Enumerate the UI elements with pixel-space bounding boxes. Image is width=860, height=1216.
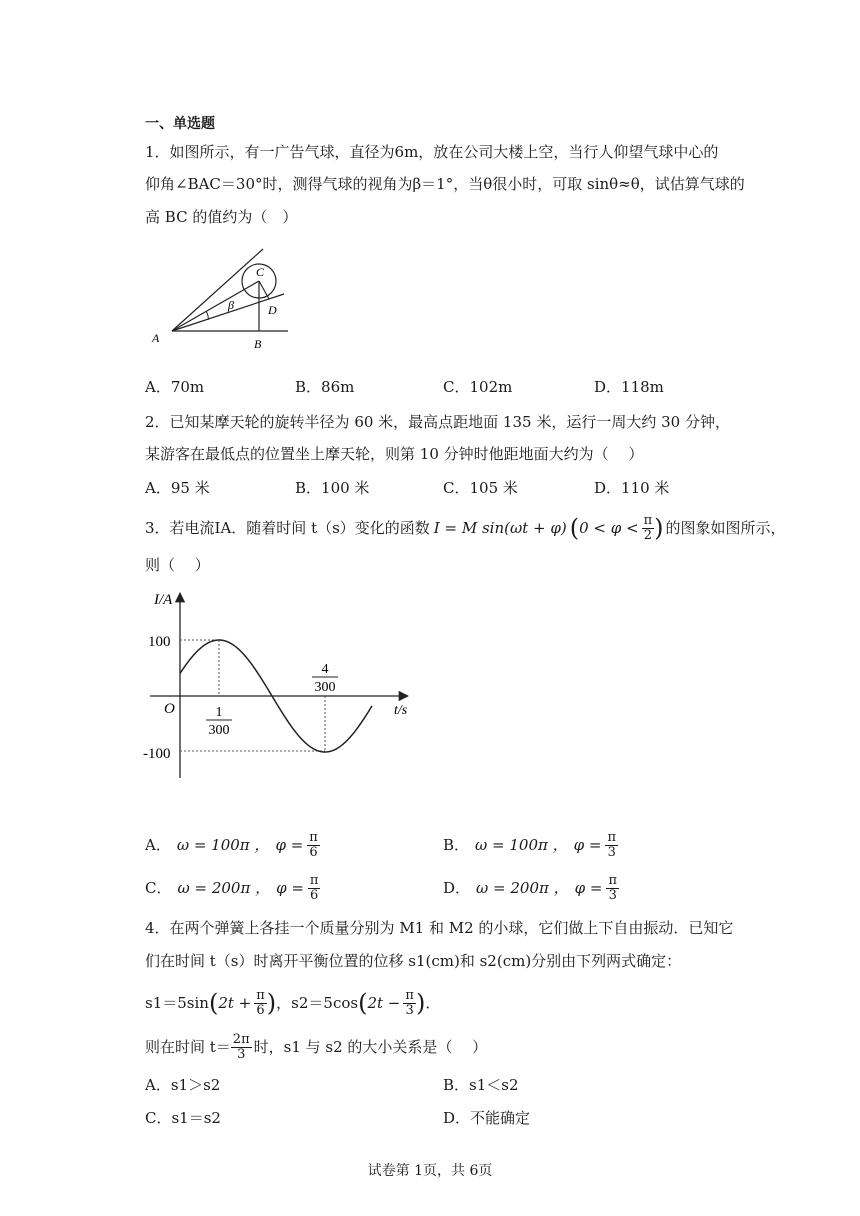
q4-t-den: 3 xyxy=(237,1046,246,1062)
q4-option-c: C．s1＝s2 xyxy=(145,1109,221,1127)
q4-line2: 们在时间 t（s）时离开平衡位置的位移 s1(cm)和 s2(cm)分别由下列两式确定： xyxy=(145,952,682,970)
q4-s1-num: π xyxy=(256,987,265,1003)
q3-option-d xyxy=(443,870,619,906)
y-axis-label: I/A xyxy=(154,592,173,608)
q4-s1-den: 6 xyxy=(256,1002,265,1018)
q3-paren-close: ) xyxy=(654,514,664,542)
q4-s2-paren-close: ) xyxy=(415,989,426,1017)
q4-s2-end: ． xyxy=(425,994,441,1012)
x2-num: 4 xyxy=(321,662,329,677)
q3-suffix: 的图象如图所示， xyxy=(665,519,786,537)
q1-option-b: B．86m xyxy=(295,378,355,396)
radius-line xyxy=(259,281,269,299)
q3-prefix: 3．若电流IA．随着时间 t（s）变化的函数 xyxy=(145,519,430,537)
q3-option-b-num: π xyxy=(607,829,617,845)
q1-option-a: A．70m xyxy=(145,378,205,396)
q3-option-c-phi: φ = xyxy=(276,879,304,897)
q3-option-a-num: π xyxy=(309,829,318,845)
x1-num: 1 xyxy=(215,705,223,720)
q4-s2-den: 3 xyxy=(405,1002,414,1018)
section-title: 一、单选题 xyxy=(145,116,215,132)
q4-s1-fraction xyxy=(254,989,267,1018)
q2-line1: 2．已知某摩天轮的旋转半径为 60 米，最高点距地面 135 米，运行一周大约 30 分钟， xyxy=(145,413,730,431)
origin-label: O xyxy=(164,701,175,717)
q3-line1 xyxy=(145,510,786,546)
q3-option-c-num: π xyxy=(309,872,319,888)
q3-option-d-fraction xyxy=(606,874,619,903)
q4-line4-prefix: 则在时间 t＝ xyxy=(145,1038,231,1056)
q3-option-d-omega: ω = 200π ， xyxy=(476,879,569,897)
y-min-label: -100 xyxy=(143,746,171,762)
q1-line3: 高 BC 的值约为（ ） xyxy=(145,208,298,226)
q4-s2-inner: 2t − xyxy=(367,994,401,1012)
q3-graph xyxy=(140,588,420,783)
q3-condition-fraction xyxy=(642,514,655,543)
q4-s1-inner: 2t + xyxy=(218,994,252,1012)
q4-s2-fraction xyxy=(403,989,416,1018)
q2-option-a: A．95 米 xyxy=(145,479,210,497)
x-axis-label: t/s xyxy=(394,703,408,718)
q3-condition: 0 < φ < xyxy=(579,519,639,537)
label-D: D xyxy=(268,303,277,317)
q3-option-c-fraction xyxy=(308,874,321,903)
q3-option-d-letter: D． xyxy=(443,879,471,897)
q3-option-d-phi: φ = xyxy=(574,879,603,897)
q4-s2-paren-open: ( xyxy=(358,989,368,1017)
q4-s2-left: ，s2＝5cos xyxy=(276,994,359,1012)
q3-condition-den: 2 xyxy=(643,527,652,543)
q4-t-num: 2π xyxy=(232,1031,250,1047)
q1-option-c: C．102m xyxy=(443,378,513,396)
q1-option-d: D．118m xyxy=(594,378,664,396)
label-beta: β xyxy=(228,298,234,312)
q4-s1-paren-close: ) xyxy=(266,989,277,1017)
q3-option-d-num: π xyxy=(608,872,618,888)
q3-option-c-den: 6 xyxy=(310,887,319,903)
q3-option-b-den: 3 xyxy=(607,844,616,860)
q3-paren-open: ( xyxy=(569,514,580,542)
label-C: C xyxy=(256,265,265,279)
q2-option-d: D．110 米 xyxy=(594,479,670,497)
q4-line4 xyxy=(145,1028,487,1066)
q2-line2: 某游客在最低点的位置坐上摩天轮，则第 10 分钟时他距地面大约为（ ） xyxy=(145,445,644,463)
q3-option-a-letter: A． xyxy=(145,836,171,854)
page-footer: 试卷第 1页，共 6页 xyxy=(367,1163,493,1179)
q3-formula: I = M sin(ωt + φ) xyxy=(433,519,567,537)
q3-option-a-fraction xyxy=(307,831,320,860)
q3-option-a-phi: φ = xyxy=(275,836,304,854)
q3-option-a-omega: ω = 100π ， xyxy=(176,836,270,854)
q4-line4-suffix: 时，s1 与 s2 的大小关系是（ ） xyxy=(253,1038,488,1056)
q4-formulas xyxy=(145,983,440,1023)
q1-figure xyxy=(148,245,298,355)
q4-s1-paren-open: ( xyxy=(208,989,219,1017)
q4-s2-num: π xyxy=(405,987,414,1003)
q3-option-c-letter: C． xyxy=(145,879,172,897)
q3-option-b-phi: φ = xyxy=(573,836,602,854)
q4-option-d: D．不能确定 xyxy=(443,1109,531,1127)
q3-line2: 则（ ） xyxy=(145,556,210,574)
q3-option-a xyxy=(145,827,320,863)
q3-option-b xyxy=(443,827,618,863)
q4-line1: 4．在两个弹簧上各挂一个质量分别为 M1 和 M2 的小球，它们做上下自由振动．已知它 xyxy=(145,919,734,937)
q3-option-c-omega: ω = 200π ， xyxy=(177,879,271,897)
x2-den: 300 xyxy=(314,680,336,695)
q1-line2: 仰角∠BAC＝30°时，测得气球的视角为β＝1°，当θ很小时，可取 sinθ≈θ，试估算气球的 xyxy=(145,175,745,193)
q3-option-d-den: 3 xyxy=(608,887,617,903)
q2-option-c: C．105 米 xyxy=(443,479,518,497)
x1-den: 300 xyxy=(208,723,230,738)
q2-option-b: B．100 米 xyxy=(295,479,370,497)
q1-line1: 1．如图所示，有一广告气球，直径为6m，放在公司大楼上空，当行人仰望气球中心的 xyxy=(145,143,719,161)
q3-condition-num: π xyxy=(643,512,653,528)
label-B: B xyxy=(254,337,262,351)
q4-t-fraction xyxy=(231,1033,252,1062)
q4-s1-left: s1＝5sin xyxy=(145,994,209,1012)
q3-option-a-den: 6 xyxy=(309,844,318,860)
angle-arc xyxy=(206,311,208,320)
label-A: A xyxy=(152,331,160,345)
y-max-label: 100 xyxy=(148,634,171,650)
q4-option-b: B．s1＜s2 xyxy=(443,1076,519,1094)
q3-option-b-fraction xyxy=(605,831,618,860)
q3-option-b-letter: B． xyxy=(443,836,470,854)
q3-option-c xyxy=(145,870,320,906)
q3-option-b-omega: ω = 100π ， xyxy=(475,836,568,854)
q4-option-a: A．s1＞s2 xyxy=(145,1076,221,1094)
upper-tangent-line xyxy=(172,249,263,331)
